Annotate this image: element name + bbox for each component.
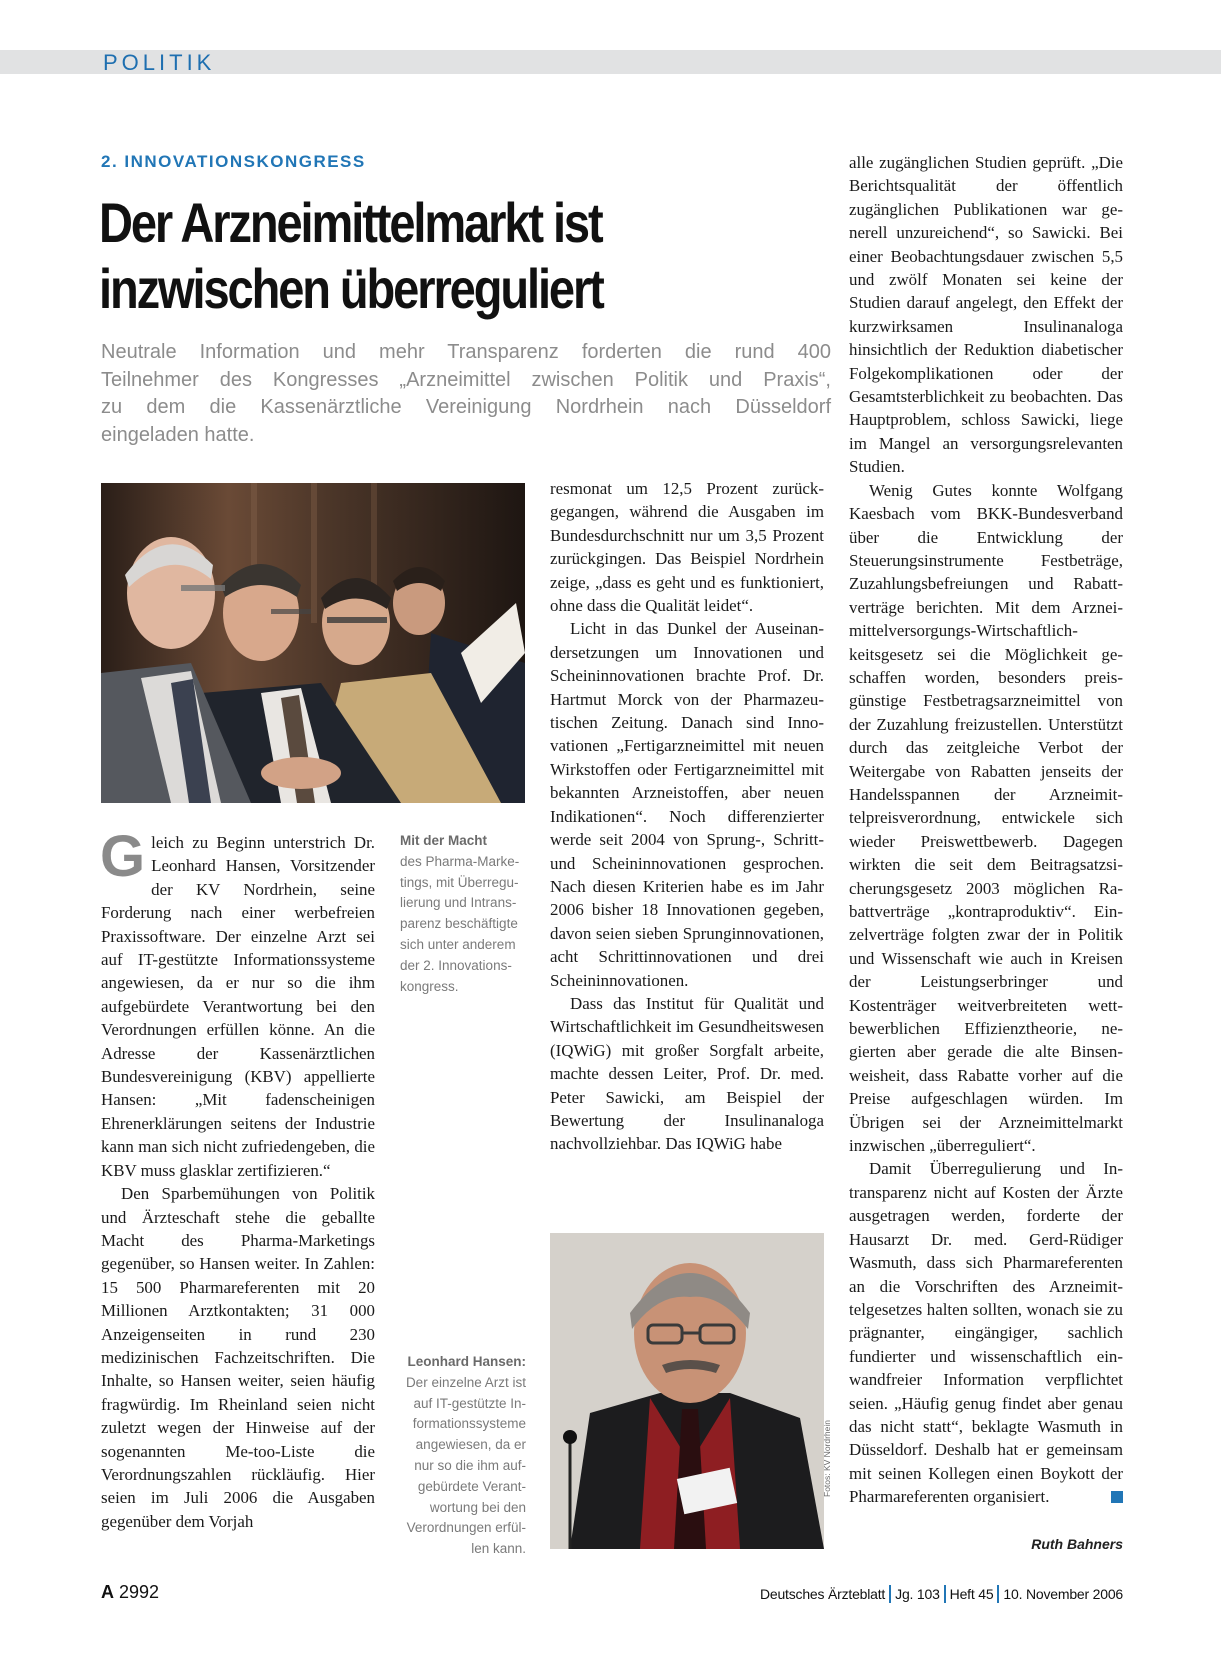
audience-illustration [101, 483, 525, 803]
journal-name: Deutsches Ärzteblatt [759, 1586, 886, 1602]
lead-line-2: Teilnehmer des Kongresses „Arzneimittel zwischen Politik und Praxis“, [101, 368, 831, 391]
article-lead [101, 339, 831, 449]
caption-heading: Leonhard Hansen: [407, 1354, 526, 1369]
article-paragraph: Wenig Gutes konnte Wolfgang Kaesbach vom BKK-Bundesverband über die Entwicklung der Steuerungsinstrumente Festbeträge, Zuzahlungsbefreiungen und Rabattverträge berichten. Mit dem Arzneimittelversorgungs-Wirtschaftlichkeitsgesetz sei die Möglichkeit geschaffen worden, besonders preisgünstige Festbetragsarzneimittel von der Zuzahlung freizustellen. Unterstützt durch das zeitgleiche Verbot der Weitergabe von Rabatten jenseits der Handelsspannen der Arzneimittelpreisverordnung, entwickele sich wieder Preiswettbewerb. Dagegen wirkten die seit dem Beitragsatzsicherungsgesetz 2003 möglichen Rabattverträge „kontraproduktiv“. Einzelverträge folgten zwar der in Politik und Wissenschaft wie auch in Kreisen der Leistungserbringer und Kostenträger weitverbreiteten wettbewerblichen Effizienztheorie, negierten aber gerade die alte Binsenweisheit, dass Rabatte vorher auf die Preise aufgeschlagen würden. Im Übrigen sei der Arzneimittelmarkt inzwischen „überreguliert“. [849, 480, 1123, 1156]
photo-credit: Fotos: KV Nordrhein [822, 1419, 832, 1497]
author-byline: Ruth Bahners [1031, 1536, 1123, 1552]
conference-audience-photo [101, 483, 525, 803]
photo-caption-1 [400, 831, 530, 997]
page-number-value: 2992 [119, 1582, 160, 1602]
lead-line-1: Neutrale Information und mehr Transparenz forderten die rund 400 [101, 341, 831, 363]
caption-text: Der einzelne Arzt ist auf IT-gestützte Informationssysteme angewiesen, da er nur so die ihm aufgebürdete Verantwortung bei den Verordnungen erfüllen kann. [405, 1374, 526, 1557]
article-column-2 [550, 477, 824, 1156]
article-column-3 [849, 151, 1123, 1509]
section-label: POLITIK [103, 50, 216, 75]
article-paragraph [100, 824, 375, 1182]
paragraph-text: Damit Überregulierung und Intransparenz nicht auf Kosten der Ärzte ausgetragen werden, forderte der Hausarzt Dr. med. Gerd-Rüdiger Wasmuth, dass sich Pharmareferenten an die Vorschriften des Arzneimittelgesetzes halten sollten, wonach sie zu prägnanter, eingängiger, sachlich fundierter und wissenschaftlich einwandfreier Information verpflichtet seien. „Häufig genug findet aber genau das nicht statt“, beklagte Wasmuth in Düsseldorf. Deshalb hat er gemeinsam mit seinen Kollegen einen Boykott der Pharmareferenten organisiert. [849, 1159, 1123, 1507]
page-number [101, 1582, 159, 1603]
article-paragraph: Den Sparbemühungen von Politik und Ärzteschaft stehe die geballte Macht des Pharma-Marketings gegenüber, so Hansen weiter. In Zahlen: 15 500 Pharmareferenten mit 20 Millionen Arztkontakten; 31 000 Anzeigenseiten in rund 230 medizinischen Fachzeitschriften. Die Inhalte, so Hansen weiter, seien häufig fragwürdig. Im Rheinland seien nicht zuletzt wegen der Hinweise auf der sogenannten Me-too-Liste die Verordnungszahlen rückläufig. Hier seien im Juli 2006 die Ausgaben gegenüber dem Vorjah [101, 1184, 375, 1531]
caption-text: des Pharma-Marketings, mit Überregulierung und Intransparenz beschäftigte sich unter anderem der 2. Innovationskongress. [400, 853, 520, 994]
article-paragraph: Dass das Institut für Qualität und Wirtschaftlichkeit im Gesundheitswesen (IQWiG) mit großer Sorgfalt arbeite, machte dessen Leiter, Prof. Dr. med. Peter Sawicki, am Beispiel der Bewertung der Insulinanaloga nachvollziehbar. Das IQWiG habe [550, 993, 824, 1154]
separator [944, 1585, 946, 1603]
article-paragraph [849, 1157, 1123, 1508]
article-paragraph: Licht in das Dunkel der Auseinandersetzungen um Innovationen und Scheininnovationen brachte Prof. Dr. Hartmut Morck von der Pharmazeutischen Zeitung. Danach sind Innovationen „Fertigarzneimittel mit neuen Wirkstoffen oder Fertigarzneimittel mit bekannten Arzneistoffen, aber neuen Indikationen“. Noch differenzierter werde seit 2004 von Sprung-, Schritt- und Scheininnovationen gesprochen. Nach diesen Kriterien habe es im Jahr 2006 bisher 18 Innovationen gegeben, davon seien sieben Sprunginnovationen, acht Schrittinnovationen und drei Scheininnovationen. [550, 619, 824, 990]
drop-cap: G [100, 824, 146, 889]
headline-line-2: inzwischen überreguliert [99, 257, 603, 320]
end-of-article-marker [1111, 1491, 1123, 1503]
lead-line-3: zu dem die Kassenärztliche Vereinigung Nordrhein nach Düsseldorf [101, 396, 831, 418]
hansen-illustration [550, 1233, 824, 1549]
article-paragraph: resmonat um 12,5 Prozent zurückgegangen, während die Ausgaben im Bundesdurchschnitt nur um 3,5 Prozent zurückgingen. Das Beispiel Nordrhein zeige, „dass es geht und es funktioniert, ohne dass die Qualität leidet“. [550, 479, 824, 616]
separator [889, 1585, 891, 1603]
journal-date: 10. November 2006 [1003, 1586, 1123, 1602]
lead-line-4: eingeladen hatte. [101, 423, 255, 446]
article-paragraph: alle zugänglichen Studien geprüft. „Die Berichtsqualität der öffentlich zugänglichen Publikationen war generell unzureichend“, so Sawicki. Bei einer Beobachtungsdauer zwischen 5,5 und zwölf Monaten sei keine der Studien darauf angelegt, den Effekt der kurzwirksamen Insulinanaloga hinsichtlich der Reduktion diabetischer Folgekomplikationen oder der Gesamtsterblichkeit zu beobachten. Das Hauptproblem, schloss Sawicki, liege im Mangel an versorgungsrelevanten Studien. [849, 153, 1123, 477]
article-kicker: 2. INNOVATIONSKONGRESS [101, 152, 366, 171]
article-headline [99, 190, 704, 322]
separator [997, 1585, 999, 1603]
journal-issue: Heft 45 [949, 1586, 994, 1602]
journal-info [760, 1585, 1123, 1603]
page-prefix: A [101, 1582, 114, 1602]
hansen-portrait-photo [550, 1233, 824, 1549]
journal-volume: Jg. 103 [895, 1586, 940, 1602]
photo-caption-2 [396, 1352, 526, 1560]
paragraph-text: leich zu Beginn unterstrich Dr. Leonhard Hansen, Vorsitzender der KV Nordrhein, seine Forderung nach einer werbefreien Praxissoftware. Der einzelne Arzt sei auf IT-gestützte Informationssysteme angewiesen, da er nur so die ihm aufgebürdete Verantwortung bei den Verordnungen erfüllen könne. An die Adresse der Kassenärztlichen Bundesvereinigung (KBV) appellierte Hansen: „Mit fadenscheinigen Ehrenerklärungen seitens der Industrie kann man sich nicht zufriedengeben, die KBV muss glasklar zertifizieren.“ [101, 833, 375, 1180]
caption-heading: Mit der Macht [400, 833, 488, 848]
article-column-1 [100, 824, 375, 1533]
headline-line-1: Der Arzneimittelmarkt ist [99, 191, 602, 254]
